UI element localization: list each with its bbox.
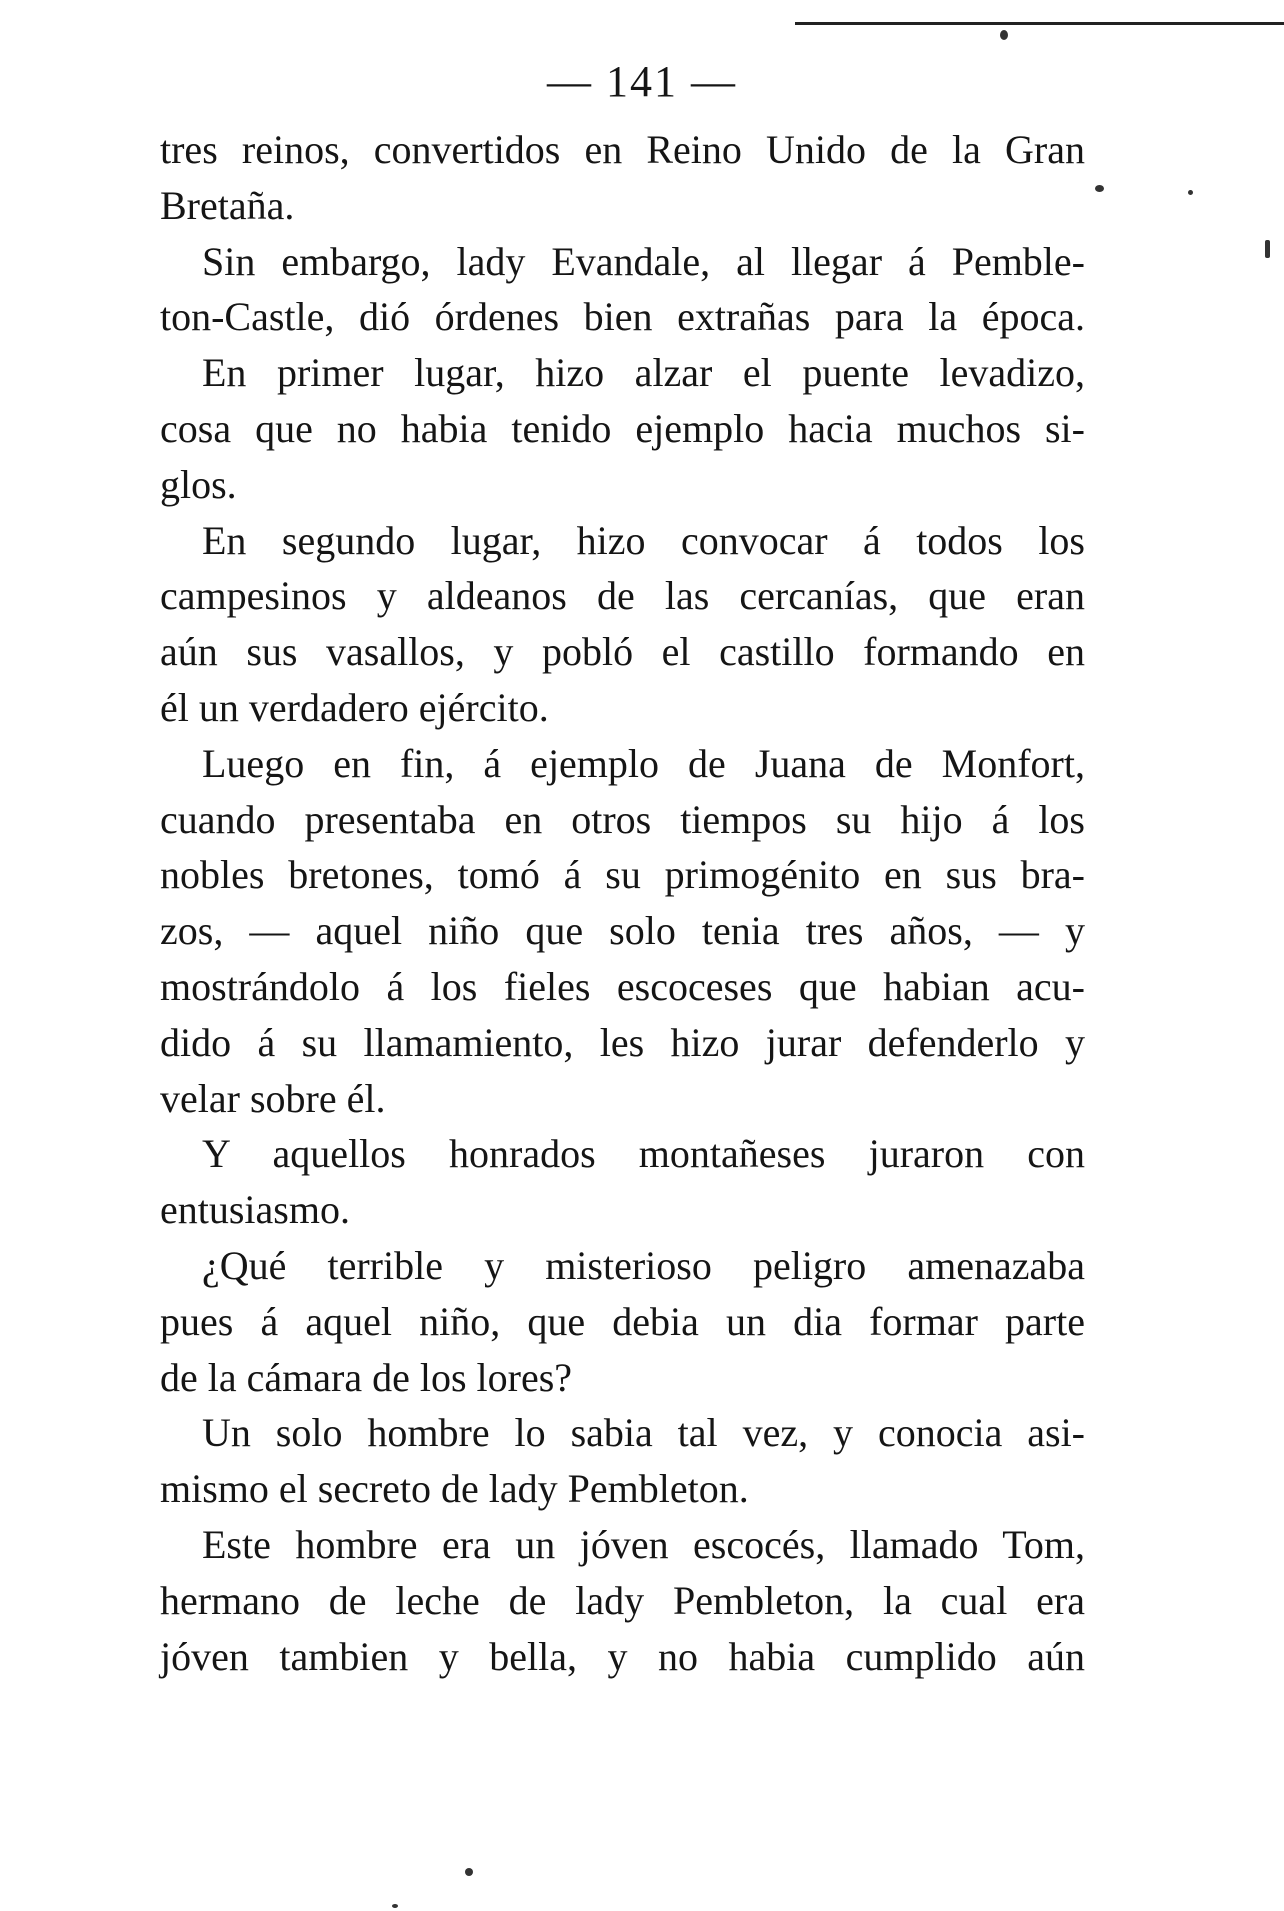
text-line: pues á aquel niño, que debia un dia formar parte: [160, 1298, 1085, 1344]
text-line: zos, — aquel niño que solo tenia tres años, — y: [160, 908, 1085, 954]
text-line: mismo el secreto de lady Pembleton.: [160, 1466, 749, 1512]
text-line: velar sobre él.: [160, 1075, 386, 1121]
text-line: Un solo hombre lo sabia tal vez, y conocia asi-: [202, 1410, 1085, 1456]
page-number: — 141 —: [547, 57, 737, 106]
text-line: Bretaña.: [160, 182, 295, 228]
scan-speck: [1000, 30, 1008, 40]
text-line: cuando presentaba en otros tiempos su hijo á los: [160, 796, 1085, 842]
text-line: En primer lugar, hizo alzar el puente levadizo,: [202, 350, 1085, 396]
text-line: ton-Castle, dió órdenes bien extrañas para la época.: [160, 294, 1085, 340]
text-line: él un verdadero ejército.: [160, 684, 549, 730]
text-line: entusiasmo.: [160, 1187, 350, 1233]
text-line: mostrándolo á los fieles escoceses que habian acu-: [160, 963, 1085, 1009]
scan-speck: [465, 1868, 473, 1876]
text-line: dido á su llamamiento, les hizo jurar defenderlo y: [160, 1019, 1085, 1065]
text-line: Este hombre era un jóven escocés, llamado Tom,: [202, 1521, 1085, 1567]
text-line: cosa que no habia tenido ejemplo hacia muchos si-: [160, 405, 1085, 451]
header-rule: [795, 22, 1284, 25]
text-line: Luego en fin, á ejemplo de Juana de Monfort,: [202, 740, 1085, 786]
text-line: hermano de leche de lady Pembleton, la cual era: [160, 1577, 1085, 1623]
text-line: En segundo lugar, hizo convocar á todos los: [202, 517, 1085, 563]
text-line: ¿Qué terrible y misterioso peligro amenazaba: [202, 1242, 1085, 1288]
body-text: [160, 122, 1085, 1684]
text-line: tres reinos, convertidos en Reino Unido de la Gran: [160, 127, 1085, 172]
text-line: campesinos y aldeanos de las cercanías, que eran: [160, 573, 1085, 619]
text-line: aún sus vasallos, y pobló el castillo formando en: [160, 629, 1085, 675]
scan-speck: [1188, 190, 1193, 195]
scan-speck: [1265, 240, 1270, 258]
text-line: Y aquellos honrados montañeses juraron con: [202, 1131, 1085, 1177]
text-line: glos.: [160, 461, 237, 507]
scan-speck: [392, 1904, 398, 1908]
text-line: de la cámara de los lores?: [160, 1354, 573, 1400]
text-line: nobles bretones, tomó á su primogénito en sus bra-: [160, 852, 1085, 898]
text-line: Sin embargo, lady Evandale, al llegar á Pemble-: [202, 238, 1085, 284]
scan-speck: [1095, 185, 1104, 192]
text-line: jóven tambien y bella, y no habia cumplido aún: [160, 1633, 1085, 1679]
